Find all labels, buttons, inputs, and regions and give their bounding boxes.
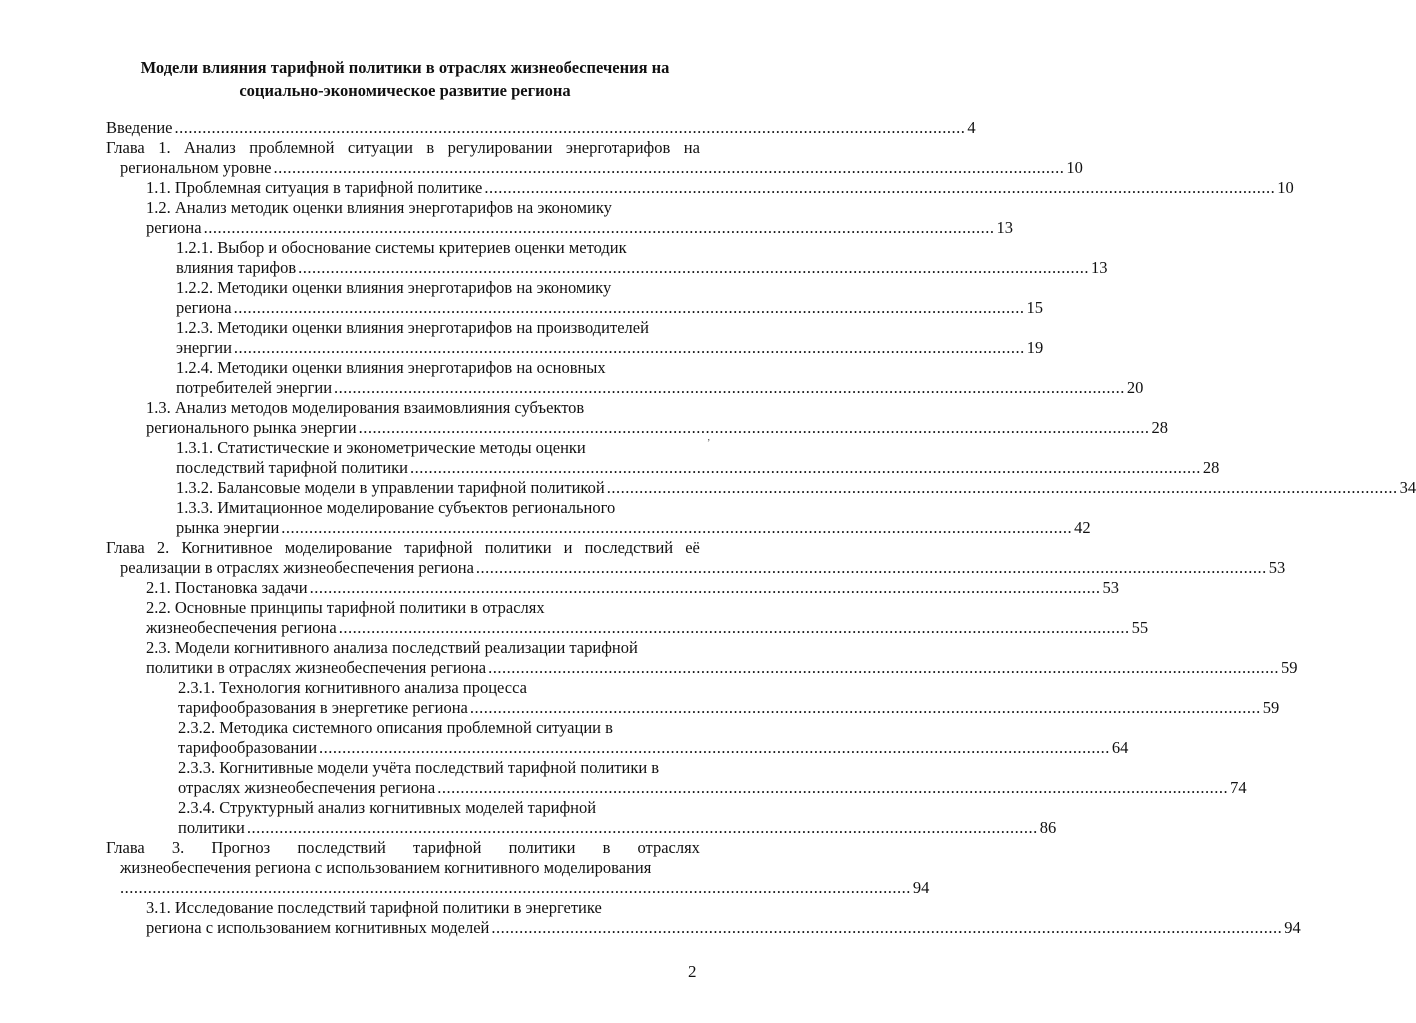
toc-entry-chapter-3: [106, 838, 930, 898]
toc-leader-dots: ...........................................................................................................................................................................: [319, 738, 1110, 757]
toc-leader-dots: ...........................................................................................................................................................................: [309, 578, 1101, 597]
toc-entry-title: 2.3.4. Структурный анализ когнитивных моделей тарифной: [178, 798, 597, 817]
toc-entry-page: 19: [1026, 338, 1044, 357]
toc-entry-1-2-2: [176, 278, 1043, 318]
toc-entry-1-3: [146, 398, 1168, 438]
toc-entry-1-3-1: [176, 438, 1220, 478]
toc-entry-title: 1.2.4. Методики оценки влияния энерготарифов на основных: [176, 358, 606, 377]
toc-entry-title: 1.3. Анализ методов моделирования взаимовлияния субъектов: [146, 398, 585, 417]
toc-entry-page: 20: [1126, 378, 1144, 397]
toc-leader-dots: ...........................................................................................................................................................................: [410, 458, 1201, 477]
toc-entry-page: 28: [1202, 458, 1220, 477]
toc-entry-title: 1.2. Анализ методик оценки влияния энерготарифов на экономику: [146, 198, 612, 217]
toc-entry-title: 2.3.2. Методика системного описания проблемной ситуации в: [178, 718, 613, 737]
toc-entry-title-cont: жизнеобеспечения региона: [146, 618, 337, 637]
toc-leader-dots: ...........................................................................................................................................................................: [484, 178, 1276, 197]
toc-entry-title: 2.2. Основные принципы тарифной политики в отраслях: [146, 598, 545, 617]
toc-leader-dots: ...........................................................................................................................................................................: [174, 118, 966, 137]
title-line-2: социально-экономическое развитие региона: [239, 81, 571, 100]
toc-entry-2-2: [146, 598, 1149, 638]
toc-entry-title-cont: политики в отраслях жизнеобеспечения региона: [146, 658, 487, 677]
toc-leader-dots: ...........................................................................................................................................................................: [203, 218, 995, 237]
toc-entry-page: 94: [912, 878, 930, 897]
toc-entry-2-3: [146, 638, 1298, 678]
toc-entry-title: Введение: [106, 118, 173, 137]
toc-entry-title-cont: региона с использованием когнитивных моделей: [146, 918, 490, 937]
toc-leader-dots: ...........................................................................................................................................................................: [338, 618, 1130, 637]
toc-entry-page: 28: [1151, 418, 1168, 437]
toc-entry-2-3-1: [178, 678, 1280, 718]
toc-entry-title-cont: отраслях жизнеобеспечения региона: [178, 778, 436, 797]
toc-entry-1-3-2: [176, 478, 1416, 498]
toc-leader-dots: ...........................................................................................................................................................................: [273, 158, 1065, 177]
toc-entry-title-cont: тарифообразования в энергетике региона: [178, 698, 468, 717]
toc-leader-dots: ...........................................................................................................................................................................: [298, 258, 1090, 277]
toc-leader-dots: ...........................................................................................................................................................................: [358, 418, 1150, 437]
toc-entry-title-cont: региональном уровне: [120, 158, 272, 177]
toc-entry-page: 4: [967, 118, 976, 137]
toc-entry-2-3-3: [178, 758, 1247, 798]
scan-speck: ’: [707, 438, 711, 449]
toc-entry-title-cont: тарифообразовании: [178, 738, 318, 757]
toc-leader-dots: ...........................................................................................................................................................................: [437, 778, 1229, 797]
toc-entry-page: 13: [1091, 258, 1108, 277]
toc-entry-page: 53: [1102, 578, 1119, 597]
toc-entry-page: 10: [1277, 178, 1294, 197]
toc-entry-chapter-1: [106, 138, 1083, 178]
toc-entry-title-cont: энергии: [176, 338, 232, 357]
toc-leader-dots: ...........................................................................................................................................................................: [475, 558, 1267, 577]
toc-entry-title: 2.3. Модели когнитивного анализа последствий реализации тарифной: [146, 638, 638, 657]
toc-entry-page: 13: [996, 218, 1013, 237]
toc-entry-2-3-4: [178, 798, 1057, 838]
toc-entry-title-cont: политики: [178, 818, 245, 837]
toc-entry-title: 1.3.3. Имитационное моделирование субъектов регионального: [176, 498, 616, 517]
toc-entry-title: 1.2.3. Методики оценки влияния энерготарифов на производителей: [176, 318, 649, 337]
toc-entry-title: 2.3.1. Технология когнитивного анализа процесса: [178, 678, 527, 697]
page-number: 2: [688, 962, 697, 981]
toc-entry-title: Глава 1. Анализ проблемной ситуации в регулировании энерготарифов на: [106, 138, 700, 157]
toc-entry-title-cont: потребителей энергии: [176, 378, 333, 397]
toc-entry-title-cont: рынка энергии: [176, 518, 280, 537]
toc-entry-page: 74: [1230, 778, 1247, 797]
toc-entry-1-1: [146, 178, 1294, 198]
toc-leader-dots: ...........................................................................................................................................................................: [120, 878, 911, 897]
toc-entry-title: Глава 3. Прогноз последствий тарифной политики в отраслях: [106, 838, 700, 857]
toc-entry-title: 2.1. Постановка задачи: [146, 578, 308, 597]
toc-entry-title-cont: региона: [146, 218, 202, 237]
toc-entry-page: 53: [1268, 558, 1286, 577]
toc-entry-title-cont: влияния тарифов: [176, 258, 297, 277]
toc-entry-title: 2.3.3. Когнитивные модели учёта последствий тарифной политики в: [178, 758, 660, 777]
toc-leader-dots: ...........................................................................................................................................................................: [233, 298, 1025, 317]
toc-entry-page: 55: [1131, 618, 1149, 637]
toc-entry-title-cont: жизнеобеспечения региона с использованием когнитивного моделирования: [120, 858, 652, 877]
toc-entry-title: 1.3.1. Статистические и эконометрические методы оценки: [176, 438, 586, 457]
toc-entry-title: 3.1. Исследование последствий тарифной политики в энергетике: [146, 898, 602, 917]
toc-entry-page: 34: [1399, 478, 1416, 497]
toc-entry-2-1: [146, 578, 1119, 598]
toc-entry-3-1: [146, 898, 1301, 938]
toc-entry-title: 1.2.1. Выбор и обоснование системы критериев оценки методик: [176, 238, 627, 257]
toc-leader-dots: ...........................................................................................................................................................................: [491, 918, 1283, 937]
toc-entry-page: 10: [1066, 158, 1083, 177]
toc-entry-chapter-2: [106, 538, 1286, 578]
toc-entry-1-2: [146, 198, 1013, 238]
toc-entry-page: 94: [1284, 918, 1301, 937]
toc-leader-dots: ...........................................................................................................................................................................: [488, 658, 1279, 677]
toc-entry-page: 42: [1074, 518, 1091, 537]
toc-leader-dots: ...........................................................................................................................................................................: [233, 338, 1025, 357]
toc-entry-title: 1.2.2. Методики оценки влияния энерготарифов на экономику: [176, 278, 612, 297]
toc-leader-dots: ...........................................................................................................................................................................: [469, 698, 1261, 717]
toc-entry-1-3-3: [176, 498, 1091, 538]
toc-entry-2-3-2: [178, 718, 1129, 758]
toc-entry-intro: [106, 118, 976, 138]
toc-entry-title-cont: региона: [176, 298, 232, 317]
toc-entry-title: Глава 2. Когнитивное моделирование тарифной политики и последствий её: [106, 538, 700, 557]
toc-entry-title: 1.1. Проблемная ситуация в тарифной политике: [146, 178, 483, 197]
toc-entry-title-cont: последствий тарифной политики: [176, 458, 409, 477]
title-line-1: Модели влияния тарифной политики в отраслях жизнеобеспечения на: [140, 58, 670, 77]
toc-entry-page: 64: [1111, 738, 1129, 757]
toc-entry-page: 59: [1280, 658, 1298, 677]
toc-entry-1-2-4: [176, 358, 1144, 398]
toc-leader-dots: ...........................................................................................................................................................................: [281, 518, 1073, 537]
toc-leader-dots: ...........................................................................................................................................................................: [606, 478, 1398, 497]
document-title: [100, 56, 710, 102]
toc-entry-title-cont: реализации в отраслях жизнеобеспечения региона: [120, 558, 474, 577]
toc-entry-page: 15: [1026, 298, 1043, 317]
toc-entry-1-2-3: [176, 318, 1044, 358]
toc-entry-1-2-1: [176, 238, 1108, 278]
toc-entry-title-cont: регионального рынка энергии: [146, 418, 357, 437]
toc-entry-title: 1.3.2. Балансовые модели в управлении тарифной политикой: [176, 478, 605, 497]
toc-entry-page: 86: [1039, 818, 1057, 837]
toc-leader-dots: ...........................................................................................................................................................................: [334, 378, 1125, 397]
toc-leader-dots: ...........................................................................................................................................................................: [246, 818, 1038, 837]
toc-entry-page: 59: [1262, 698, 1280, 717]
